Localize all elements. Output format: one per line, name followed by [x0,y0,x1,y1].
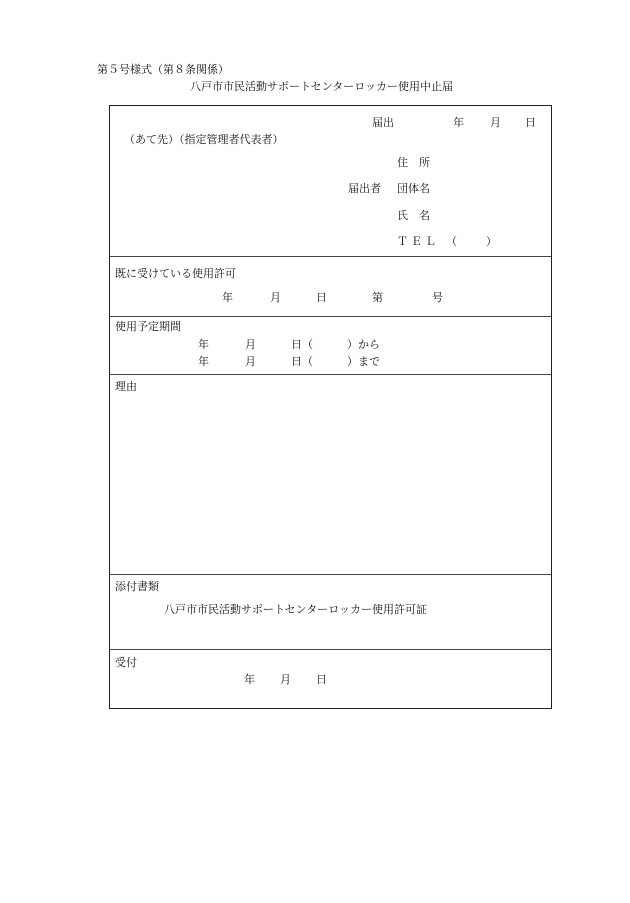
period-start-day: 日（ [291,338,313,351]
person-name-label: 氏 名 [397,209,430,222]
divider [110,374,551,375]
attachment-item: 八戸市市民活動サポートセンターロッカー使用許可証 [164,603,428,616]
applicant-label: 届出者 [348,182,381,195]
attachments-label: 添付書類 [115,580,159,593]
divider [110,316,551,317]
permit-go: 号 [432,291,443,304]
address-label: 住 所 [397,156,430,169]
form-number: 第５号様式（第８条関係） [97,63,229,76]
period-start-month: 月 [245,338,256,351]
form-title: 八戸市市民活動サポートセンターロッカー使用中止届 [190,80,454,93]
filed-year: 年 [453,116,464,129]
recipient-label: （あて先）（指定管理者代表者） [124,133,284,146]
reception-month: 月 [280,673,291,686]
period-start-suffix: ）から [347,338,380,351]
filed-day: 日 [525,116,536,129]
period-end-day: 日（ [291,355,313,368]
group-name-label: 団体名 [397,182,430,195]
tel-open-paren: （ [446,235,457,248]
form-frame [109,105,552,709]
permit-dai: 第 [372,291,383,304]
permit-year: 年 [222,291,233,304]
divider [110,574,551,575]
tel-close-paren: ） [486,235,497,248]
period-end-year: 年 [198,355,209,368]
reason-label: 理由 [115,380,137,393]
period-end-suffix: ）まで [347,355,380,368]
reception-year: 年 [244,673,255,686]
filed-label: 届出 [372,116,394,129]
permit-day: 日 [316,291,327,304]
permit-month: 月 [270,291,281,304]
period-label: 使用予定期間 [115,320,181,333]
permit-label: 既に受けている使用許可 [115,267,236,280]
reception-day: 日 [316,673,327,686]
period-end-month: 月 [245,355,256,368]
filed-month: 月 [490,116,501,129]
divider [110,649,551,650]
tel-label: ＴＥＬ [397,235,439,248]
divider [110,256,551,257]
reception-label: 受付 [115,656,137,669]
period-start-year: 年 [198,338,209,351]
